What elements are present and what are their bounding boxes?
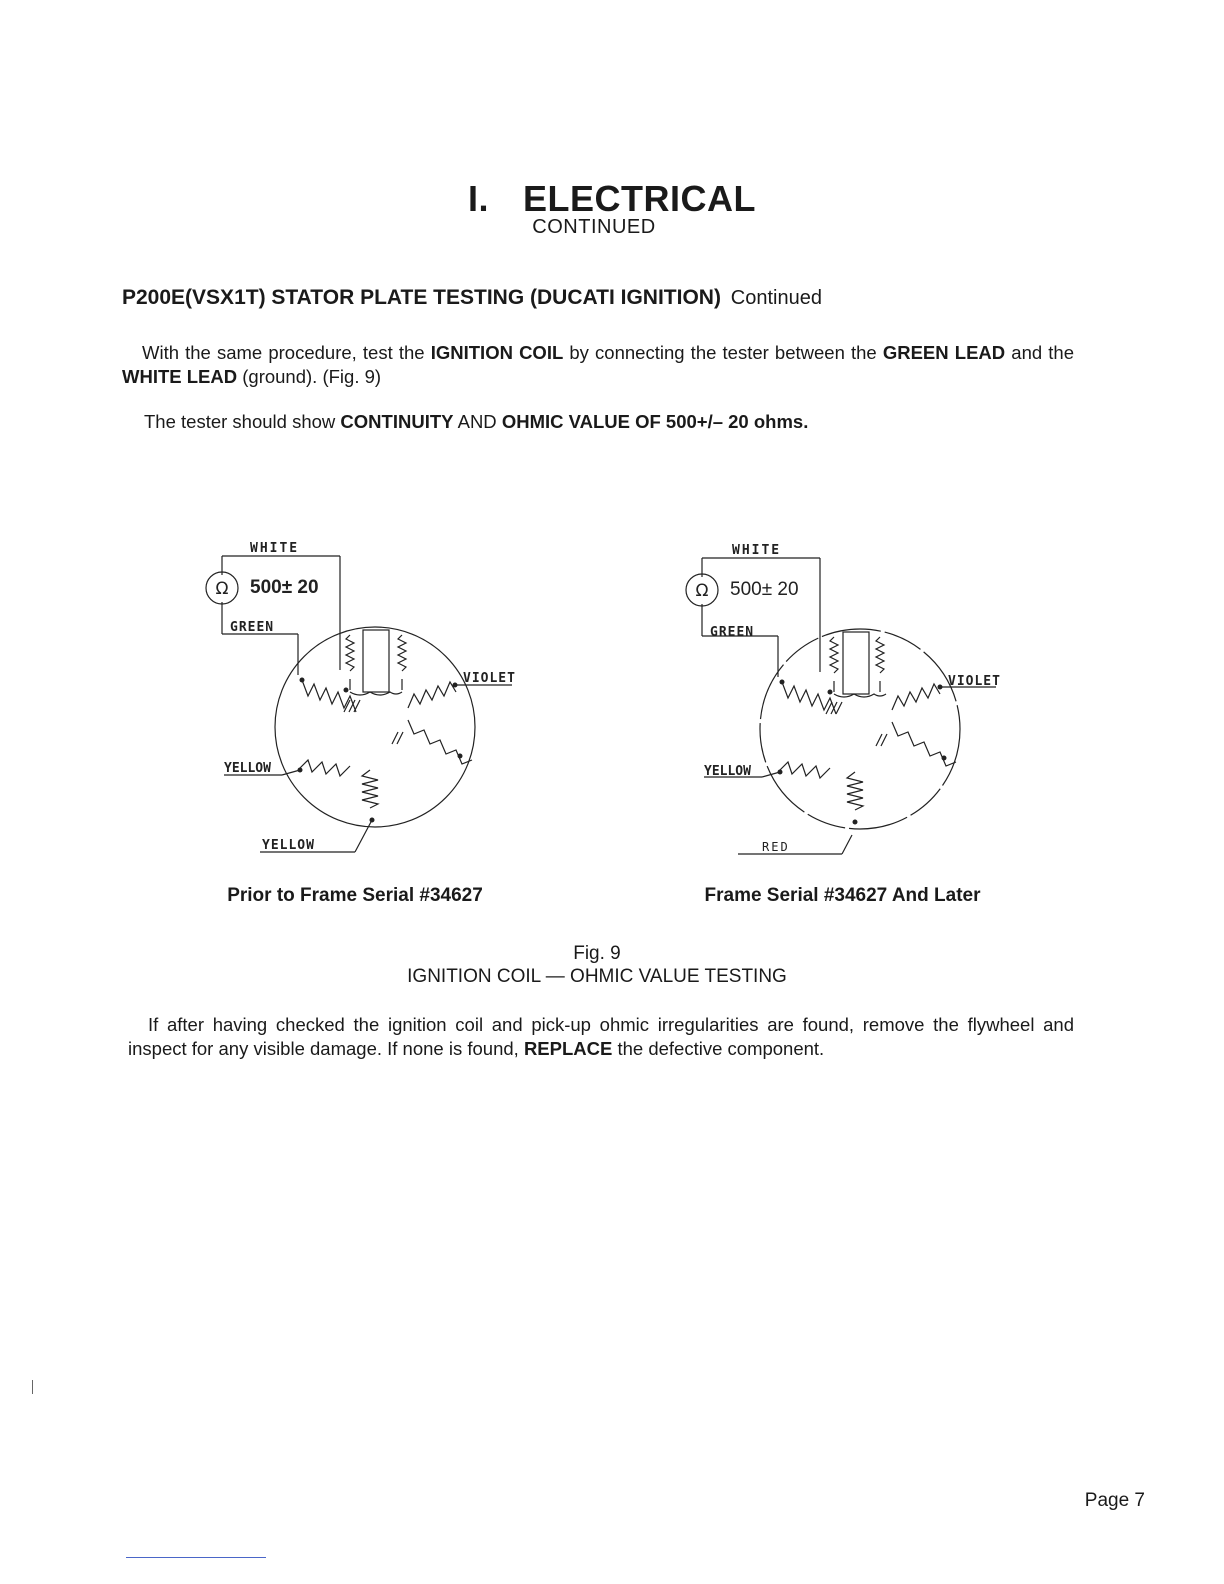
label-yellow-left: YELLOW [704,764,751,779]
label-green: GREEN [710,625,755,640]
heading-number: I. [467,178,489,219]
caption-left: Prior to Frame Serial #34627 [227,885,483,906]
figure-title: IGNITION COIL — OHMIC VALUE TESTING [407,966,787,987]
meter-reading: 500± 20 [730,579,799,600]
scan-edge-mark [32,1380,33,1394]
label-green: GREEN [230,620,275,635]
page-heading [0,178,1224,220]
section-continued: Continued [730,287,822,309]
section-title [122,286,1122,310]
label-yellow-bottom: YELLOW [262,838,315,853]
label-violet: VIOLET [948,674,1001,689]
figure-label: Fig. 9 [573,943,621,964]
section-title-text: P200E(VSX1T) STATOR PLATE TESTING (DUCATI IGNITION) [122,286,721,309]
ohmmeter-icon: Ω [215,579,229,599]
label-red-bottom: RED [762,840,790,854]
ohmmeter-icon: Ω [695,581,709,601]
label-white: WHITE [732,543,782,558]
meter-reading: 500± 20 [250,577,319,598]
page-number: Page 7 [1084,1490,1145,1511]
stator-diagram-right [670,532,1010,862]
paragraph-ignition-coil-test: With the same procedure, test the IGNITION COIL by connecting the tester between the GREEN LEAD and the WHITE LEAD (ground). (Fig. 9) [122,342,1074,387]
stator-diagram-left [190,530,530,860]
heading-subtitle: CONTINUED [532,216,656,238]
footer-rule [126,1557,266,1558]
label-yellow-left: YELLOW [224,761,271,776]
heading-title: ELECTRICAL [523,178,756,219]
caption-right: Frame Serial #34627 And Later [704,885,981,906]
label-violet: VIOLET [463,671,516,686]
paragraph-replace-component: If after having checked the ignition coil and pick-up ohmic irregularities are found, remove the flywheel and inspect for any visible damage. If none is found, REPLACE the defective component. [128,1014,1074,1059]
label-white: WHITE [250,541,300,556]
paragraph-expected-result: The tester should show CONTINUITY AND OHMIC VALUE OF 500+/– 20 ohms. [144,411,809,432]
